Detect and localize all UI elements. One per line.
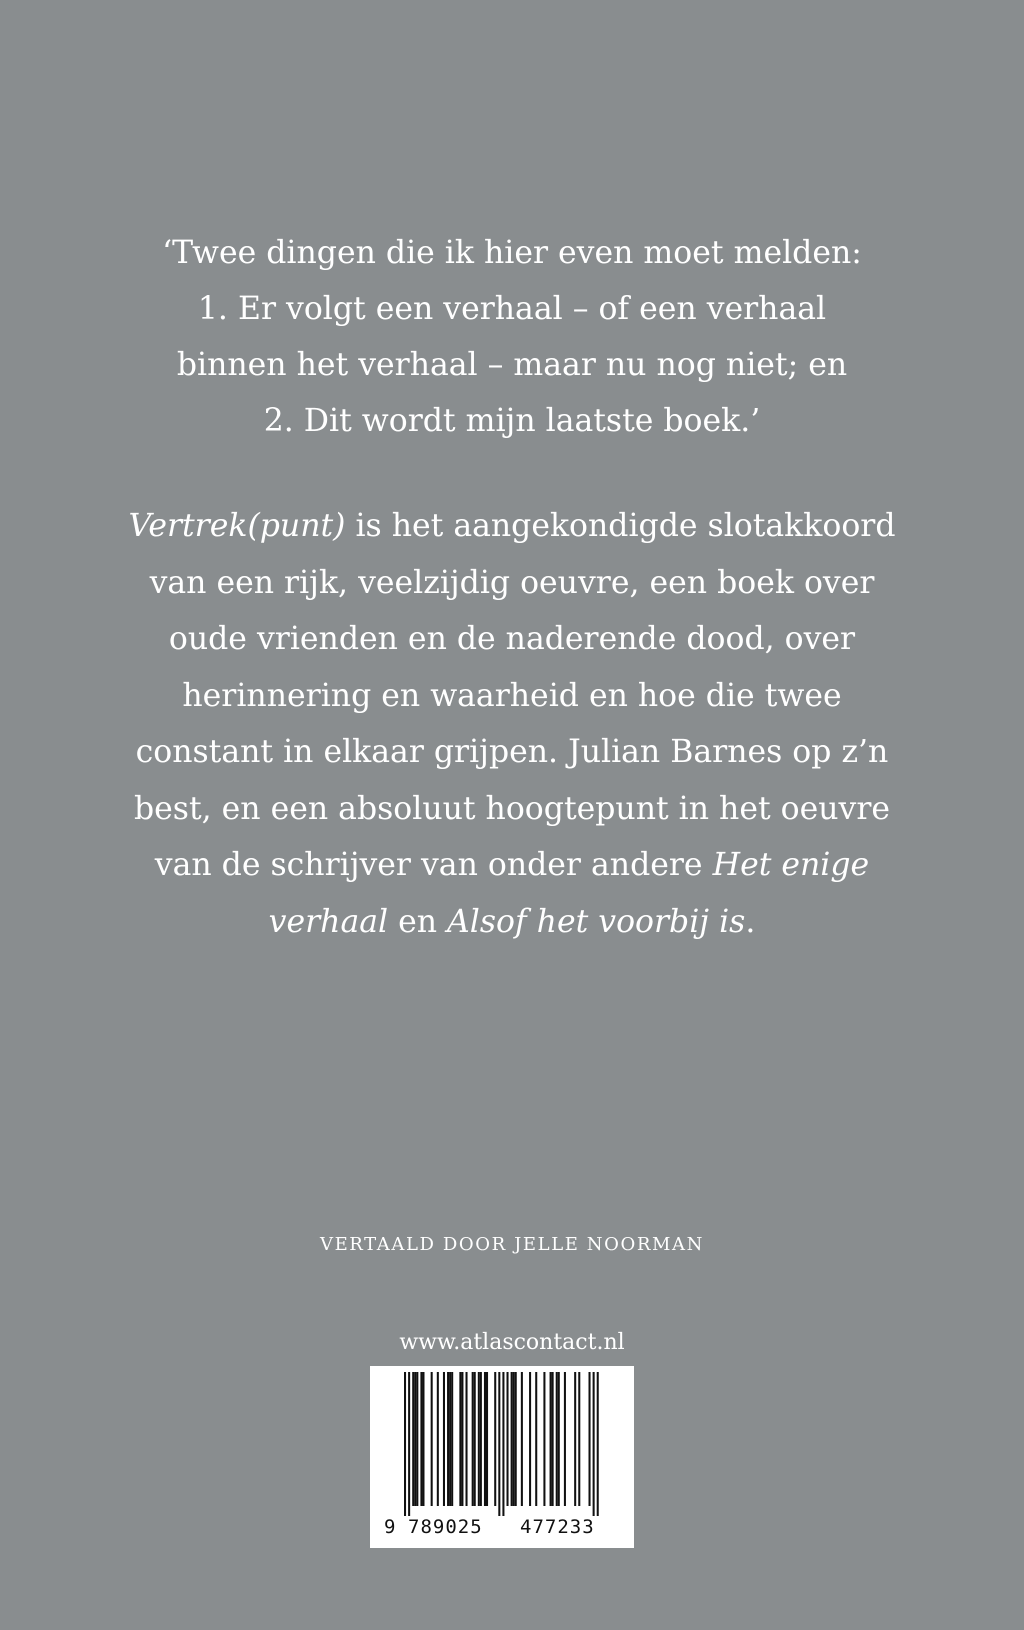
barcode-bar bbox=[521, 1372, 523, 1506]
blurb-line bbox=[0, 498, 1024, 555]
barcode-bar bbox=[466, 1372, 468, 1506]
barcode-bar bbox=[478, 1372, 480, 1506]
barcode-bar bbox=[498, 1372, 500, 1516]
barcode-bar bbox=[513, 1372, 515, 1506]
blurb-text: is het aangekondigde slotakkoord bbox=[345, 508, 896, 544]
barcode-bar bbox=[535, 1372, 537, 1506]
barcode-bar bbox=[437, 1372, 439, 1506]
barcode-bar bbox=[511, 1372, 513, 1506]
barcode-bar bbox=[412, 1372, 414, 1506]
barcode-bar bbox=[408, 1372, 410, 1516]
barcode-bar bbox=[597, 1372, 599, 1516]
barcode-bar bbox=[529, 1372, 531, 1506]
blurb-text: . bbox=[745, 903, 756, 940]
barcode-bar bbox=[422, 1372, 424, 1506]
book-blurb bbox=[0, 498, 1024, 950]
other-book-title: verhaal bbox=[268, 903, 389, 940]
barcode-bar bbox=[420, 1372, 422, 1506]
quote-line: ‘Twee dingen die ik hier even moet melden: bbox=[162, 235, 862, 271]
barcode-bar bbox=[451, 1372, 453, 1506]
other-book-title: Alsof het voorbij is bbox=[447, 903, 746, 940]
blurb-line: van een rijk, veelzijdig oeuvre, een boek over bbox=[149, 564, 875, 601]
barcode-bar bbox=[593, 1372, 595, 1516]
opening-quote bbox=[0, 225, 1024, 449]
barcode-bar bbox=[589, 1372, 591, 1506]
publisher-website: www.atlascontact.nl bbox=[399, 1330, 625, 1355]
quote-line: 2. Dit wordt mijn laatste boek.’ bbox=[263, 403, 761, 439]
barcode-bar bbox=[556, 1372, 558, 1506]
blurb-line: constant in elkaar grijpen. Julian Barnes op z’n bbox=[135, 734, 889, 770]
blurb-line: oude vrienden en de naderende dood, over bbox=[168, 621, 856, 657]
isbn-number bbox=[370, 1516, 634, 1544]
other-book-title: Het enige bbox=[712, 847, 870, 883]
barcode-bars bbox=[370, 1366, 634, 1516]
barcode-bar bbox=[486, 1372, 488, 1506]
barcode-bar bbox=[461, 1372, 463, 1506]
barcode-bar bbox=[515, 1372, 517, 1506]
isbn-lead-digit: 9 bbox=[384, 1516, 397, 1538]
barcode-bar bbox=[550, 1372, 552, 1506]
barcode-bar bbox=[474, 1372, 476, 1506]
barcode-bar bbox=[502, 1372, 504, 1516]
barcode-bar bbox=[447, 1372, 449, 1506]
blurb-line: herinnering en waarheid en hoe die twee bbox=[182, 677, 842, 714]
book-title: Vertrek(punt) bbox=[128, 508, 346, 544]
barcode-bar bbox=[449, 1372, 451, 1506]
blurb-text: en bbox=[388, 903, 448, 940]
barcode-bar bbox=[484, 1372, 486, 1506]
barcode-bar bbox=[558, 1372, 560, 1506]
barcode-bar bbox=[459, 1372, 461, 1506]
barcode-bar bbox=[574, 1372, 576, 1506]
barcode-bar bbox=[552, 1372, 554, 1506]
quote-line: binnen het verhaal – maar nu nog niet; en bbox=[176, 347, 848, 383]
barcode-bar bbox=[480, 1372, 482, 1506]
barcode-bar bbox=[543, 1372, 545, 1506]
barcode-bar bbox=[494, 1372, 496, 1506]
blurb-line bbox=[0, 894, 1024, 951]
barcode-bar bbox=[414, 1372, 416, 1506]
barcode-bar bbox=[578, 1372, 580, 1506]
blurb-text: van de schrijver van onder andere bbox=[154, 847, 713, 883]
isbn-group-left: 789025 bbox=[408, 1516, 483, 1538]
blurb-line: best, en een absoluut hoogtepunt in het oeuvre bbox=[133, 790, 891, 827]
barcode-bar bbox=[564, 1372, 566, 1506]
quote-line: 1. Er volgt een verhaal – of een verhaal bbox=[197, 291, 827, 327]
barcode-bar bbox=[431, 1372, 433, 1506]
isbn-group-right: 477233 bbox=[520, 1516, 595, 1538]
translator-credit: VERTAALD DOOR JELLE NOORMAN bbox=[319, 1234, 705, 1255]
isbn-barcode bbox=[370, 1366, 634, 1548]
barcode-bar bbox=[443, 1372, 445, 1506]
blurb-line bbox=[0, 837, 1024, 894]
barcode-bar bbox=[416, 1372, 418, 1506]
barcode-bar bbox=[472, 1372, 474, 1506]
barcode-bar bbox=[507, 1372, 509, 1506]
barcode-bar bbox=[404, 1372, 406, 1516]
